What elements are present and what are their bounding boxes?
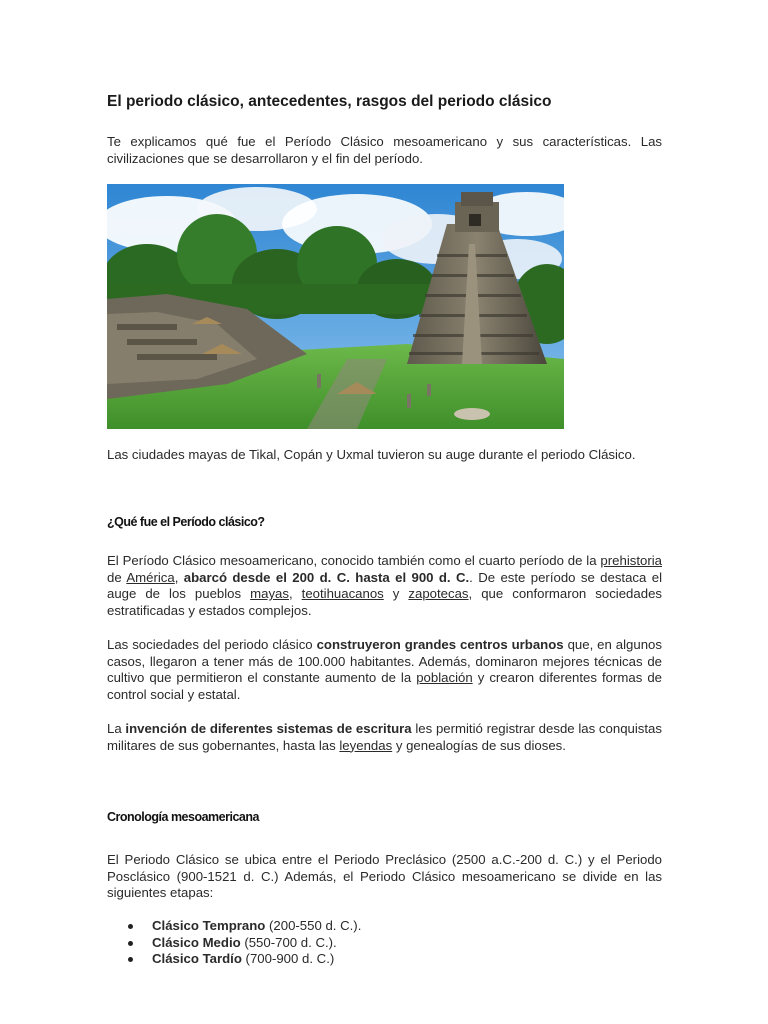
text-span: y genealogías de sus dioses. xyxy=(392,737,566,753)
stage-range: (700-900 d. C.) xyxy=(241,951,335,966)
text-span: Las sociedades del periodo clásico xyxy=(107,637,317,652)
stage-name: Clásico Temprano xyxy=(152,918,266,933)
paragraph-centros-urbanos xyxy=(107,637,662,703)
stages-list xyxy=(107,918,361,968)
bold-centros-urbanos: construyeron grandes centros urbanos xyxy=(316,637,564,652)
intro-paragraph: Te explicamos qué fue el Período Clásico mesoamericano y sus características. Las civilizaciones que se desarrollaron y el fin del período. xyxy=(107,134,662,166)
link-leyendas[interactable]: leyendas xyxy=(339,737,393,753)
text-span: . De este período se destaca el auge de los pueblos xyxy=(107,569,663,601)
text-span: , xyxy=(174,569,184,585)
text-span: y crearon diferentes formas de control social y estatal. xyxy=(107,670,662,702)
section-heading-periodo-clasico: ¿Qué fue el Período clásico? xyxy=(107,515,265,529)
text-span: de xyxy=(107,569,127,585)
text-span: les permitió registrar desde las conquistas militares de sus gobernantes, hasta las xyxy=(107,721,662,753)
text-span: y xyxy=(383,586,409,601)
page-title: El periodo clásico, antecedentes, rasgos del periodo clásico xyxy=(107,93,552,110)
image-caption: Las ciudades mayas de Tikal, Copán y Uxmal tuvieron su auge durante el periodo Clásico. xyxy=(107,447,636,462)
link-teotihuacanos[interactable]: teotihuacanos xyxy=(301,586,384,601)
list-item xyxy=(107,918,361,935)
text-span: La xyxy=(107,721,126,736)
text-span: que, en algunos casos, llegaron a tener más de 100.000 habitantes. Además, dominaron mejores técnicas de cultivo que permitieron el constante aumento de la xyxy=(107,637,662,685)
list-item xyxy=(107,935,361,952)
stage-range: (200-550 d. C.). xyxy=(265,918,362,933)
link-mayas[interactable]: mayas xyxy=(250,586,289,601)
paragraph-cronologia: El Periodo Clásico se ubica entre el Periodo Preclásico (2500 a.C.-200 d. C.) y el Periodo Posclásico (900-1521 d. C.) Además, el Periodo Clásico mesoamericano se divide en las siguientes etapas: xyxy=(107,852,662,900)
paragraph-definicion xyxy=(107,553,662,619)
section-heading-cronologia: Cronología mesoamericana xyxy=(107,810,259,824)
text-span: , xyxy=(288,586,302,601)
link-america[interactable]: América xyxy=(126,569,175,585)
text-span: , que conformaron sociedades estratificadas y estados complejos. xyxy=(107,586,662,618)
bullet-icon xyxy=(128,941,133,946)
link-prehistoria[interactable]: prehistoria xyxy=(600,553,662,568)
bullet-icon xyxy=(128,924,133,929)
link-poblacion[interactable]: población xyxy=(416,670,473,685)
paragraph-escritura xyxy=(107,721,662,754)
link-zapotecas[interactable]: zapotecas xyxy=(408,586,469,601)
stage-name: Clásico Medio xyxy=(152,934,241,950)
bullet-icon xyxy=(128,957,133,962)
list-item xyxy=(107,951,361,968)
tikal-temple-image xyxy=(107,184,564,429)
tikal-photo xyxy=(107,184,564,429)
stage-name: Clásico Tardío xyxy=(152,951,242,966)
stage-range: (550-700 d. C.). xyxy=(240,934,337,950)
bold-date-range: abarcó desde el 200 d. C. hasta el 900 d. C. xyxy=(183,569,470,585)
bold-escritura: invención de diferentes sistemas de escritura xyxy=(125,721,412,736)
text-span: El Período Clásico mesoamericano, conocido también como el cuarto período de la xyxy=(107,553,601,568)
